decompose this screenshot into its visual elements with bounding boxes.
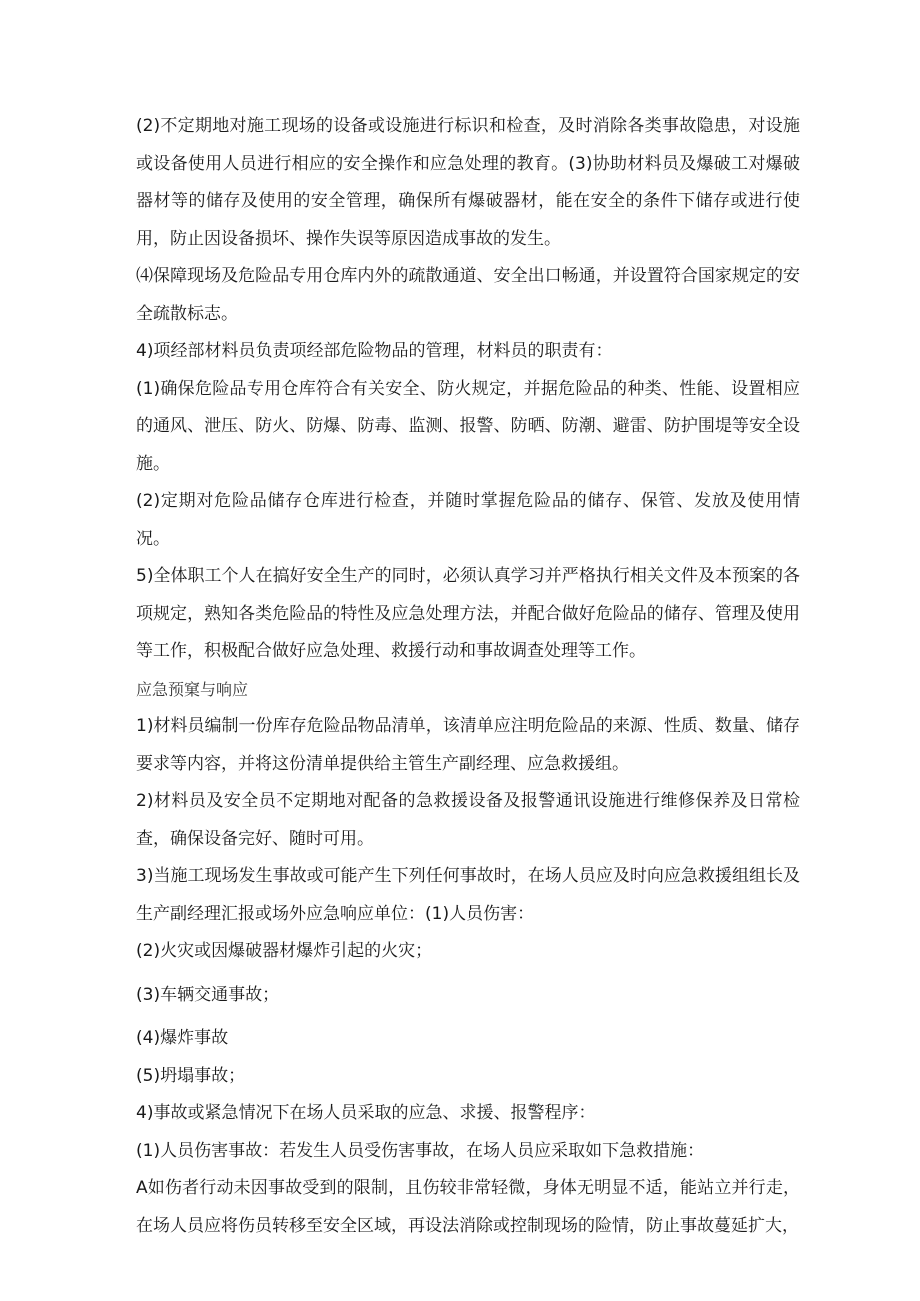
paragraph-evacuation-route: ⑷保障现场及危险品专用仓库内外的疏散通道、安全出口畅通，并设置符合国家规定的安全疏散标志。	[136, 266, 800, 324]
paragraph-all-staff: 5)全体职工个人在搞好安全生产的同时，必须认真学习并严格执行相关文件及本预案的各项规定，熟知各类危险品的特性及应急处理方法，并配合做好危险品的储存、管理及使用等工作，积极配合做好应急处理、救援行动和事故调查处理等工作。	[136, 566, 800, 661]
document-page	[136, 108, 800, 1245]
paragraph-equipment-maintenance: 2)材料员及安全员不定期地对配备的急救援设备及报警通讯设施进行维修保养及日常检查，确保设备完好、随时可用。	[136, 791, 800, 849]
list-item-fire: (2)火灾或因爆破器材爆炸引起的火灾；	[136, 941, 433, 961]
paragraph-equipment-inspection: (2)不定期地对施工现场的设备或设施进行标识和检查，及时消除各类事故隐患，对设施或设备使用人员进行相应的安全操作和应急处理的教育。(3)协助材料员及爆破工对爆破器材等的储存及使用的安全管理，确保所有爆破器材，能在安全的条件下储存或进行使用，防止因设备损坏、操作失误等原因造成事故的发生。	[136, 116, 800, 249]
list-item-traffic: (3)车辆交通事故；	[136, 984, 280, 1005]
paragraph-injury-measures: (1)人员伤害事故：若发生人员受伤害事故，在场人员应采取如下急救措施：	[136, 1140, 705, 1161]
section-heading-emergency-plan: 应急预窠与响应	[136, 679, 249, 699]
paragraph-minor-injury: A如伤者行动未因事故受到的限制，且伤较非常轻微，身体无明显不适，能站立并行走，在场人员应将伤员转移至安全区域，再设法消除或控制现场的险情，防止事故蔓延扩大，	[136, 1178, 800, 1236]
paragraph-warehouse-safety: (1)确保危险品专用仓库符合有关安全、防火规定，并据危险品的种类、性能、设置相应的通风、泄压、防火、防爆、防毒、监测、报警、防晒、防潮、避雷、防护围堤等安全设施。	[136, 378, 800, 474]
paragraph-warehouse-inspection: (2)定期对危险品储存仓库进行检查，并随时掌握危险品的储存、保管、发放及使用情况。	[136, 491, 800, 549]
paragraph-material-officer-duties: 4)项经部材料员负责项经部危险物品的管理，材料员的职责有：	[136, 341, 613, 361]
list-item-explosion: (4)爆炸事故	[136, 1028, 229, 1048]
list-item-collapse: (5)坍塌事故；	[136, 1065, 246, 1086]
paragraph-inventory-list: 1)材料员编制一份库存危险品物品清单，该清单应注明危险品的来源、性质、数量、储存要求等内容，并将这份清单提供给主管生产副经理、应急救援组。	[136, 716, 800, 774]
paragraph-response-procedure: 4)事故或紧急情况下在场人员采取的应急、求援、报警程序：	[136, 1103, 596, 1123]
paragraph-incident-reporting: 3)当施工现场发生事故或可能产生下列任何事故时，在场人员应及时向应急救援组组长及生产副经理汇报或场外应急响应单位：(1)人员伤害：	[136, 866, 800, 924]
